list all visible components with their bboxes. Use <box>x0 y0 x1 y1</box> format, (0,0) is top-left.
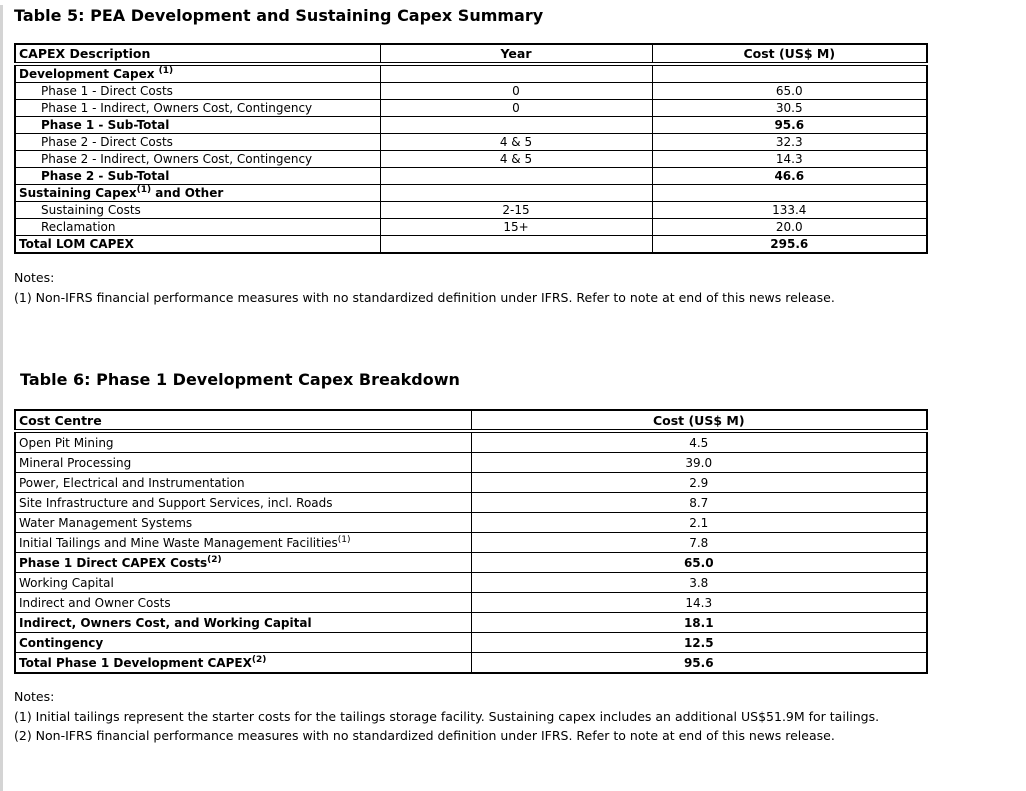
footnote-marker: (1) <box>337 534 351 545</box>
table-row <box>15 202 927 219</box>
cell <box>380 185 652 202</box>
cell: Initial Tailings and Mine Waste Management Facilities$^{(1)}$ <box>15 533 471 553</box>
cell: 14.3 <box>652 151 927 168</box>
cell: Phase 2 - Direct Costs <box>15 134 380 151</box>
table-row <box>15 236 927 254</box>
cell: 39.0 <box>471 453 927 473</box>
cell: 295.6 <box>652 236 927 254</box>
footnote-marker: (1) <box>158 66 174 76</box>
table-row <box>15 493 927 513</box>
table-row <box>15 553 927 573</box>
table-row <box>15 168 927 185</box>
cell: 4.5 <box>471 431 927 453</box>
table-row <box>15 613 927 633</box>
cell: Development Capex $^{(1)}$ <box>15 64 380 83</box>
cell: 7.8 <box>471 533 927 553</box>
column-header: Cost (US$ M) <box>471 410 927 431</box>
cell: Water Management Systems <box>15 513 471 533</box>
page-left-edge <box>0 5 3 791</box>
cell: Working Capital <box>15 573 471 593</box>
cell: Sustaining Costs <box>15 202 380 219</box>
cell: 95.6 <box>471 653 927 674</box>
table-row <box>15 83 927 100</box>
table-header-row <box>15 410 927 431</box>
cell: Indirect, Owners Cost, and Working Capital <box>15 613 471 633</box>
cell: Mineral Processing <box>15 453 471 473</box>
column-header: CAPEX Description <box>15 44 380 64</box>
cell <box>380 236 652 254</box>
cell: Phase 1 - Sub-Total <box>15 117 380 134</box>
cell: 3.8 <box>471 573 927 593</box>
table6-notes <box>14 687 924 746</box>
table6-title: Table 6: Phase 1 Development Capex Breakdown <box>20 370 460 389</box>
table-row <box>15 653 927 674</box>
cell: 15+ <box>380 219 652 236</box>
cell: Sustaining Capex$^{(1)}$ and Other <box>15 185 380 202</box>
cell: Contingency <box>15 633 471 653</box>
cell: 4 & 5 <box>380 151 652 168</box>
cell: 46.6 <box>652 168 927 185</box>
table-row <box>15 573 927 593</box>
cell: Open Pit Mining <box>15 431 471 453</box>
note-line: (2) Non-IFRS financial performance measures with no standardized definition under IFRS. Refer to note at end of this news release. <box>14 728 835 743</box>
cell: 133.4 <box>652 202 927 219</box>
column-header: Cost Centre <box>15 410 471 431</box>
table-row <box>15 185 927 202</box>
table5-title: Table 5: PEA Development and Sustaining Capex Summary <box>14 6 544 25</box>
cell: 4 & 5 <box>380 134 652 151</box>
cell: 2.9 <box>471 473 927 493</box>
cell: 14.3 <box>471 593 927 613</box>
table-header-row <box>15 44 927 64</box>
cell: 2.1 <box>471 513 927 533</box>
cell: Site Infrastructure and Support Services, incl. Roads <box>15 493 471 513</box>
cell <box>652 185 927 202</box>
table-row <box>15 473 927 493</box>
cell: Phase 2 - Indirect, Owners Cost, Contingency <box>15 151 380 168</box>
table-row <box>15 219 927 236</box>
cell: 12.5 <box>471 633 927 653</box>
cell: 8.7 <box>471 493 927 513</box>
table-row <box>15 533 927 553</box>
table-row <box>15 100 927 117</box>
cell: 30.5 <box>652 100 927 117</box>
footnote-marker: (2) <box>251 654 267 665</box>
note-line: (1) Non-IFRS financial performance measures with no standardized definition under IFRS. Refer to note at end of this news release. <box>14 289 835 305</box>
cell: 0 <box>380 100 652 117</box>
cell: Power, Electrical and Instrumentation <box>15 473 471 493</box>
table-row <box>15 151 927 168</box>
table-row <box>15 134 927 151</box>
cell: Total Phase 1 Development CAPEX$^{(2)}$ <box>15 653 471 674</box>
table-row <box>15 633 927 653</box>
cell: Phase 2 - Sub-Total <box>15 168 380 185</box>
cell: 65.0 <box>652 83 927 100</box>
cell: Phase 1 - Direct Costs <box>15 83 380 100</box>
column-header: Year <box>380 44 652 64</box>
table-row <box>15 431 927 453</box>
cell: 65.0 <box>471 553 927 573</box>
capex-summary-table <box>14 43 928 254</box>
table-row <box>15 453 927 473</box>
cell: Reclamation <box>15 219 380 236</box>
note-line: (1) Initial tailings represent the starter costs for the tailings storage facility. Sustaining capex includes an additional US$51.9M for tailings. <box>14 708 880 724</box>
cell <box>380 168 652 185</box>
table-row <box>15 64 927 83</box>
column-header: Cost (US$ M) <box>652 44 927 64</box>
cell <box>380 64 652 83</box>
notes-label: Notes: <box>14 270 55 285</box>
cell <box>652 64 927 83</box>
cell: 2-15 <box>380 202 652 219</box>
cell: 32.3 <box>652 134 927 151</box>
table-row <box>15 513 927 533</box>
cell: 18.1 <box>471 613 927 633</box>
table-row <box>15 593 927 613</box>
table-row <box>15 117 927 134</box>
cell: 95.6 <box>652 117 927 134</box>
table5-notes <box>14 268 884 307</box>
notes-label: Notes: <box>14 689 55 704</box>
cell: 20.0 <box>652 219 927 236</box>
phase1-capex-breakdown-table <box>14 409 928 674</box>
cell: 0 <box>380 83 652 100</box>
footnote-marker: (2) <box>207 554 222 565</box>
cell: Indirect and Owner Costs <box>15 593 471 613</box>
footnote-marker: (1) <box>136 185 152 195</box>
cell: Phase 1 Direct CAPEX Costs$^{(2)}$ <box>15 553 471 573</box>
cell: Phase 1 - Indirect, Owners Cost, Contingency <box>15 100 380 117</box>
cell: Total LOM CAPEX <box>15 236 380 254</box>
cell <box>380 117 652 134</box>
